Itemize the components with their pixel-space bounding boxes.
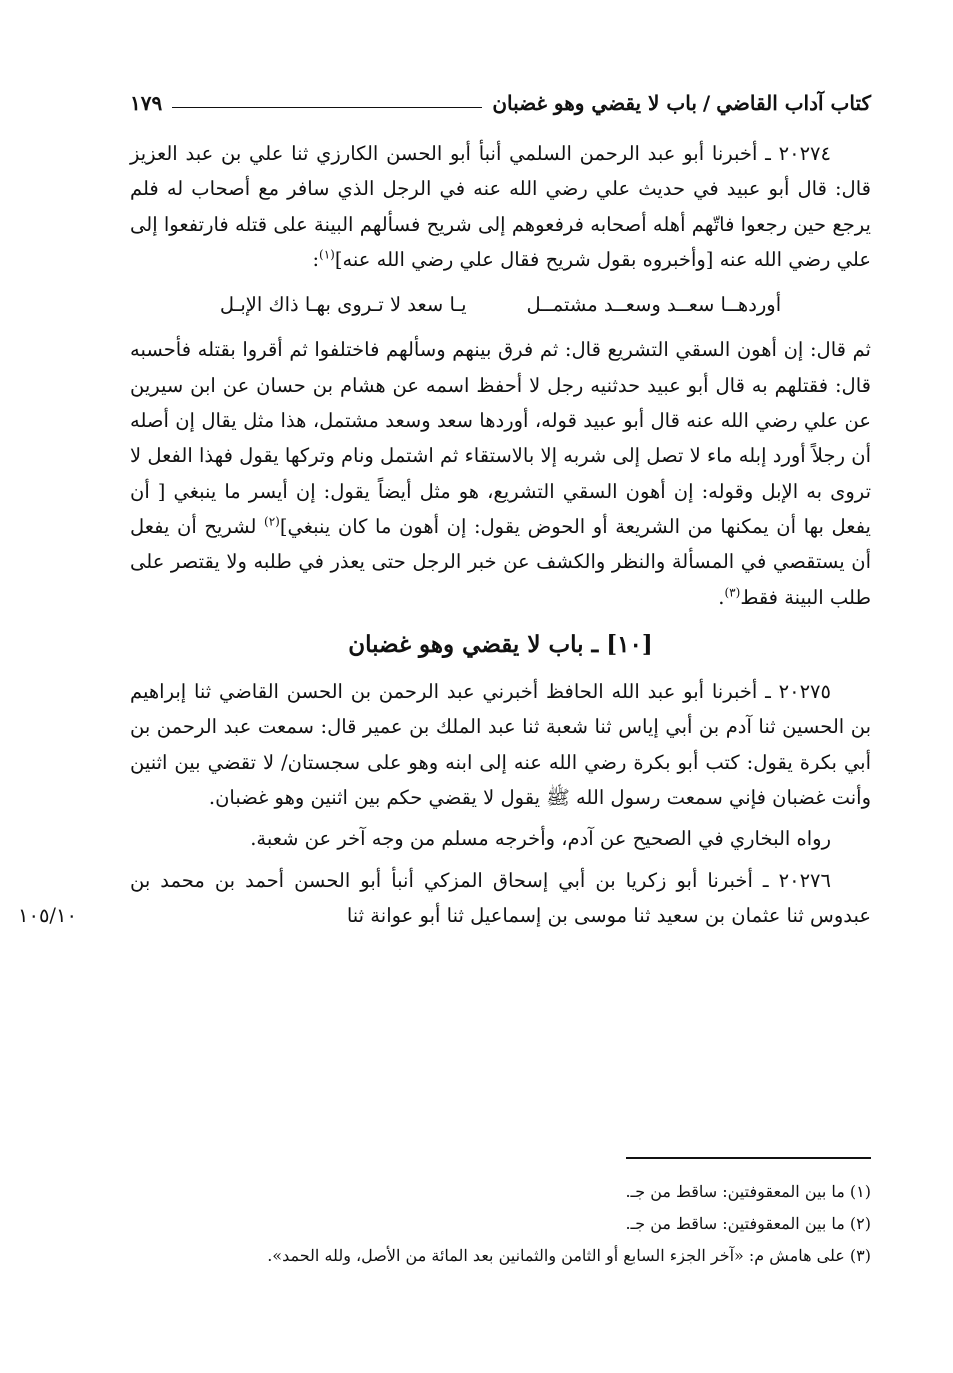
footnote-ref-1[interactable]: (١) <box>319 247 335 262</box>
main-text <box>130 136 871 933</box>
hadith-20276 <box>130 863 871 934</box>
verse-hemistich-second: يـا سعد لا تـروى بهـا ذاك الإبـل <box>219 293 467 317</box>
book-title: كتاب آداب القاضي <box>716 91 871 115</box>
hadith-20274 <box>130 136 871 277</box>
verse-hemistich-first: أوردهــا سعــد وسعــد مشتمــل <box>526 293 782 317</box>
commentary-text-end: . <box>718 585 725 609</box>
commentary-text-cont: لشريح أن يفعل أن يستقصي في المسألة والنظر والكشف عن خبر الرجل حتى يعذر في طلبه ولا يقتصر على طلب البينة فقط <box>130 514 871 609</box>
chapter-title: باب لا يقضي وهو غضبان <box>492 91 697 115</box>
takhrij-note: رواه البخاري في الصحيح عن آدم، وأخرجه مسلم من وجه آخر عن شعبة. <box>250 827 831 851</box>
poetry-verse <box>130 287 871 322</box>
hadith-text: أخبرنا أبو عبد الرحمن السلمي أنبأ أبو الحسن الكارزي ثنا علي بن عبد العزيز قال: قال أبو عبيد في حديث علي رضي الله عنه في الرجل الذي سافر مع أصحاب له فلم يرجع حين رجعوا فاتّهم أهله أصحابه فرفعوهم إلى شريح فسألهم البينة على قتله فارتفعوا إلى علي رضي الله عنه [وأخبروه بقول شريح فقال علي رضي الله عنه] <box>130 142 871 271</box>
footnotes <box>130 1176 871 1272</box>
footnote-ref-2[interactable]: (٢) <box>264 514 280 529</box>
footnote-ref-3[interactable]: (٣) <box>724 585 741 600</box>
hadith-number: ٢٠٢٧٤ ـ <box>765 142 831 165</box>
hadith-20275 <box>130 674 871 815</box>
hadith-text: أخبرنا أبو عبد الله الحافظ أخبرني عبد الرحمن بن الحسن القاضي ثنا إبراهيم بن الحسين ثنا آدم بن أبي إياس ثنا شعبة ثنا عبد الملك بن عمير قال: سمعت عبد الرحمن بن أبي بكرة يقول: كتب أبو بكرة رضي الله عنه إلى ابنه وهو على سجستان/ لا تقضي بين اثنين وأنت غضبان فإني سمعت رسول الله ﷺ يقول لا يقضي حكم بين اثنين وهو غضبان. <box>130 680 871 810</box>
commentary-text: ثم قال: إن أهون السقي التشريع قال: ثم فرق بينهم وسألهم فاختلفوا ثم أقروا بقتله فأحسبه قال: فقتلهم به قال أبو عبيد حدثنيه رجل لا أحفظ اسمه عن هشام بن حسان عن ابن سيرين عن علي رضي الله عنه قال أبو عبيد قوله، أوردها سعد وسعد مشتمل، هذا مثل يقال إن أصله أن رجلاً أورد إبله ماء لا تصل إلى شربه إلا بالاستقاء ثم اشتمل ونام وتركها يقول فهذا الفعل لا تروى به الإبل وقوله: إن أهون السقي التشريع، هو مثل أيضاً يقول: إن أيسر ما ينبغي [ أن يفعل بها أن يمكنها من الشريعة أو الحوض يقول: إن أهون ما كان ينبغي] <box>130 338 871 538</box>
footnote-2: (٢) ما بين المعقوفتين: ساقط من جـ. <box>625 1214 871 1233</box>
header-separator: / <box>702 91 711 115</box>
footnote-1: (١) ما بين المعقوفتين: ساقط من جـ. <box>625 1182 871 1201</box>
hadith-text: أخبرنا أبو زكريا بن أبي إسحاق المزكي أنبأ أبو الحسن أحمد بن محمد بن عبدوس ثنا عثمان بن سعيد ثنا موسى بن إسماعيل ثنا أبو عوانة ثنا <box>130 868 871 927</box>
footnote-3: (٣) على هامش م: «آخر الجزء السابع أو الثامن والثمانين بعد المائة من الأصل، ولله الحمد». <box>267 1246 871 1265</box>
commentary-paragraph <box>130 332 871 614</box>
page-number: ١٧٩ <box>130 91 163 115</box>
section-heading: [١٠] ـ باب لا يقضي وهو غضبان <box>348 630 653 658</box>
hadith-text-end: : <box>312 247 320 271</box>
hadith-number: ٢٠٢٧٦ ـ <box>762 868 831 892</box>
footnote-rule <box>626 1157 871 1159</box>
hadith-number: ٢٠٢٧٥ ـ <box>765 680 831 704</box>
margin-folio-note: ١٠٥/١٠ <box>18 904 77 927</box>
running-header <box>130 88 871 118</box>
header-rule <box>172 107 482 108</box>
